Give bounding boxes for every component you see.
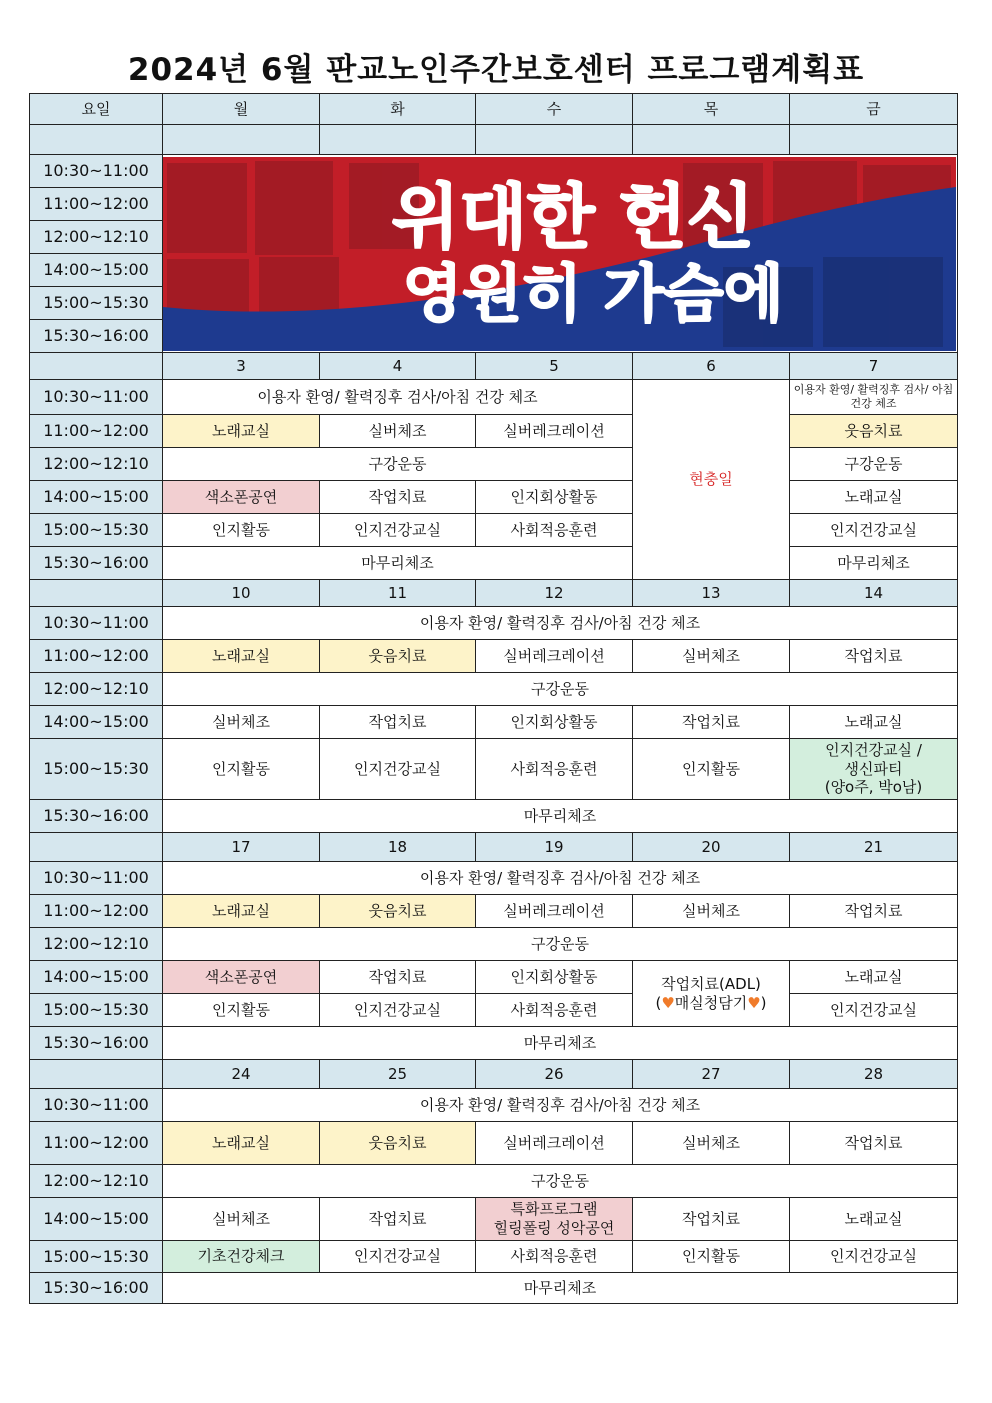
program-cell: 인지건강교실	[320, 739, 476, 800]
program-cell: 사회적응훈련	[476, 1241, 633, 1273]
program-cell: 인지건강교실	[790, 1241, 958, 1273]
program-cell: 작업치료	[633, 706, 790, 739]
program-cell: 웃음치료	[320, 895, 476, 928]
program-cell: 실버레크레이션	[476, 1122, 633, 1165]
date-cell: 24	[163, 1060, 320, 1089]
closing-cell: 마무리체조	[163, 1273, 958, 1304]
special-line1: 특화프로그램	[510, 1200, 598, 1219]
time-cell: 15:00~15:30	[30, 514, 163, 547]
program-cell: 사회적응훈련	[476, 994, 633, 1027]
program-cell: 노래교실	[163, 895, 320, 928]
program-cell: 인지활동	[163, 514, 320, 547]
banner	[163, 155, 958, 353]
birthday-party-cell	[790, 739, 958, 800]
program-cell: 실버체조	[320, 415, 476, 448]
time-cell: 11:00~12:00	[30, 1122, 163, 1165]
program-cell: 웃음치료	[790, 415, 958, 448]
program-cell: 실버레크레이션	[476, 415, 633, 448]
banner-line2: 영원히 가슴에	[402, 256, 784, 330]
program-cell: 작업치료	[790, 640, 958, 673]
date-cell: 21	[790, 833, 958, 862]
date-cell: 5	[476, 353, 633, 380]
day-header: 수	[476, 94, 633, 125]
greeting-cell: 이용자 환영/ 활력징후 검사/아침 건강 체조	[163, 607, 958, 640]
time-cell: 15:00~15:30	[30, 994, 163, 1027]
holiday-cell: 현충일	[633, 380, 790, 580]
program-cell: 노래교실	[163, 1122, 320, 1165]
greeting-cell: 이용자 환영/ 활력징후 검사/아침 건강 체조	[163, 1089, 958, 1122]
special-line2: 힐링폴링 성악공연	[493, 1219, 615, 1237]
program-cell: 웃음치료	[320, 1122, 476, 1165]
program-cell: 사회적응훈련	[476, 739, 633, 800]
closing-cell: 마무리체조	[163, 1027, 958, 1060]
program-cell: 작업치료	[633, 1198, 790, 1241]
heart-icon: ♥	[661, 993, 675, 1012]
time-cell: 14:00~15:00	[30, 481, 163, 514]
empty-date-row	[30, 125, 958, 155]
time-cell: 10:30~11:00	[30, 155, 163, 188]
oral-exercise-cell: 구강운동	[163, 928, 958, 961]
header-row	[30, 94, 958, 125]
time-cell: 10:30~11:00	[30, 380, 163, 415]
program-cell: 작업치료	[790, 895, 958, 928]
oral-exercise-cell: 구강운동	[163, 448, 633, 481]
date-cell: 3	[163, 353, 320, 380]
date-cell: 7	[790, 353, 958, 380]
time-cell: 11:00~12:00	[30, 640, 163, 673]
program-cell: 인지활동	[633, 739, 790, 800]
time-cell: 14:00~15:00	[30, 254, 163, 287]
date-cell: 13	[633, 580, 790, 607]
program-cell: 인지회상활동	[476, 706, 633, 739]
program-cell: 노래교실	[790, 706, 958, 739]
program-cell: 인지활동	[163, 994, 320, 1027]
date-cell: 20	[633, 833, 790, 862]
time-cell: 12:00~12:10	[30, 448, 163, 481]
program-cell: 작업치료	[320, 961, 476, 994]
date-cell: 25	[320, 1060, 476, 1089]
time-cell: 10:30~11:00	[30, 1089, 163, 1122]
date-cell: 19	[476, 833, 633, 862]
program-cell: 색소폰공연	[163, 961, 320, 994]
program-cell: 노래교실	[163, 640, 320, 673]
oral-exercise-cell: 구강운동	[790, 448, 958, 481]
program-cell: 기초건강체크	[163, 1241, 320, 1273]
program-cell: 노래교실	[790, 961, 958, 994]
program-cell: 인지활동	[163, 739, 320, 800]
program-cell: 실버체조	[163, 1198, 320, 1241]
date-row	[30, 1060, 958, 1089]
program-cell: 인지건강교실	[320, 994, 476, 1027]
time-cell: 11:00~12:00	[30, 895, 163, 928]
adl-cell: 작업치료(ADL) (♥매실청담기♥)	[633, 961, 790, 1027]
oral-exercise-cell: 구강운동	[163, 1165, 958, 1198]
time-cell: 12:00~12:10	[30, 1165, 163, 1198]
program-cell: 인지건강교실	[320, 514, 476, 547]
time-cell: 10:30~11:00	[30, 862, 163, 895]
time-cell: 15:30~16:00	[30, 547, 163, 580]
time-cell: 15:30~16:00	[30, 1273, 163, 1304]
time-cell: 10:30~11:00	[30, 607, 163, 640]
program-cell: 인지건강교실	[790, 994, 958, 1027]
time-cell: 14:00~15:00	[30, 1198, 163, 1241]
time-cell: 11:00~12:00	[30, 188, 163, 221]
page-title: 2024년 6월 판교노인주간보호센터 프로그램계획표	[127, 52, 865, 88]
program-cell: 작업치료	[790, 1122, 958, 1165]
date-row	[30, 353, 958, 380]
greeting-cell-fri: 이용자 환영/ 활력징후 검사/ 아침 건강 체조	[790, 380, 958, 415]
time-cell: 15:30~16:00	[30, 1027, 163, 1060]
program-cell: 노래교실	[790, 481, 958, 514]
program-cell: 사회적응훈련	[476, 514, 633, 547]
date-cell: 4	[320, 353, 476, 380]
program-cell: 실버레크레이션	[476, 640, 633, 673]
greeting-cell: 이용자 환영/ 활력징후 검사/아침 건강 체조	[163, 380, 633, 415]
closing-cell: 마무리체조	[790, 547, 958, 580]
time-cell: 15:30~16:00	[30, 800, 163, 833]
date-row	[30, 580, 958, 607]
time-cell: 15:00~15:30	[30, 1241, 163, 1273]
birthday-line1: 인지건강교실 /	[825, 740, 922, 759]
day-header: 목	[633, 94, 790, 125]
date-cell: 18	[320, 833, 476, 862]
adl-line2: 매실청담기	[674, 993, 748, 1012]
time-cell: 14:00~15:00	[30, 961, 163, 994]
birthday-line3: (양o주, 박o남)	[824, 778, 923, 797]
program-cell: 실버레크레이션	[476, 895, 633, 928]
birthday-line2: 생신파티	[844, 759, 903, 778]
date-cell: 6	[633, 353, 790, 380]
program-cell: 노래교실	[790, 1198, 958, 1241]
date-cell: 11	[320, 580, 476, 607]
program-cell: 색소폰공연	[163, 481, 320, 514]
day-header: 화	[320, 94, 476, 125]
adl-line1: 작업치료(ADL)	[661, 974, 761, 993]
closing-cell: 마무리체조	[163, 547, 633, 580]
program-cell: 인지회상활동	[476, 481, 633, 514]
date-cell: 27	[633, 1060, 790, 1089]
heart-icon: ♥	[747, 993, 761, 1012]
program-cell: 웃음치료	[320, 640, 476, 673]
program-cell: 작업치료	[320, 706, 476, 739]
schedule-table	[29, 93, 958, 1304]
time-cell: 12:00~12:10	[30, 928, 163, 961]
program-cell: 실버체조	[633, 895, 790, 928]
program-cell: 실버체조	[633, 1122, 790, 1165]
program-cell: 인지회상활동	[476, 961, 633, 994]
day-label-header: 요일	[30, 94, 163, 125]
special-program-cell	[476, 1198, 633, 1241]
date-cell: 10	[163, 580, 320, 607]
date-cell: 14	[790, 580, 958, 607]
program-cell: 작업치료	[320, 481, 476, 514]
program-cell: 실버체조	[163, 706, 320, 739]
time-cell: 15:30~16:00	[30, 320, 163, 353]
greeting-cell: 이용자 환영/ 활력징후 검사/아침 건강 체조	[163, 862, 958, 895]
closing-cell: 마무리체조	[163, 800, 958, 833]
program-cell: 노래교실	[163, 415, 320, 448]
time-cell: 11:00~12:00	[30, 415, 163, 448]
oral-exercise-cell: 구강운동	[163, 673, 958, 706]
time-cell: 15:00~15:30	[30, 287, 163, 320]
program-cell: 인지건강교실	[790, 514, 958, 547]
time-cell: 12:00~12:10	[30, 221, 163, 254]
date-row	[30, 833, 958, 862]
time-cell: 15:00~15:30	[30, 739, 163, 800]
war-veterans-portraits-banner-icon	[163, 157, 956, 351]
program-cell: 실버체조	[633, 640, 790, 673]
banner-line1: 위대한 헌신	[391, 175, 755, 258]
program-cell: 인지활동	[633, 1241, 790, 1273]
date-cell: 17	[163, 833, 320, 862]
time-cell: 12:00~12:10	[30, 673, 163, 706]
program-cell: 인지건강교실	[320, 1241, 476, 1273]
program-cell: 작업치료	[320, 1198, 476, 1241]
day-header: 금	[790, 94, 958, 125]
date-cell: 12	[476, 580, 633, 607]
date-cell: 26	[476, 1060, 633, 1089]
date-cell: 28	[790, 1060, 958, 1089]
time-cell: 14:00~15:00	[30, 706, 163, 739]
day-header: 월	[163, 94, 320, 125]
